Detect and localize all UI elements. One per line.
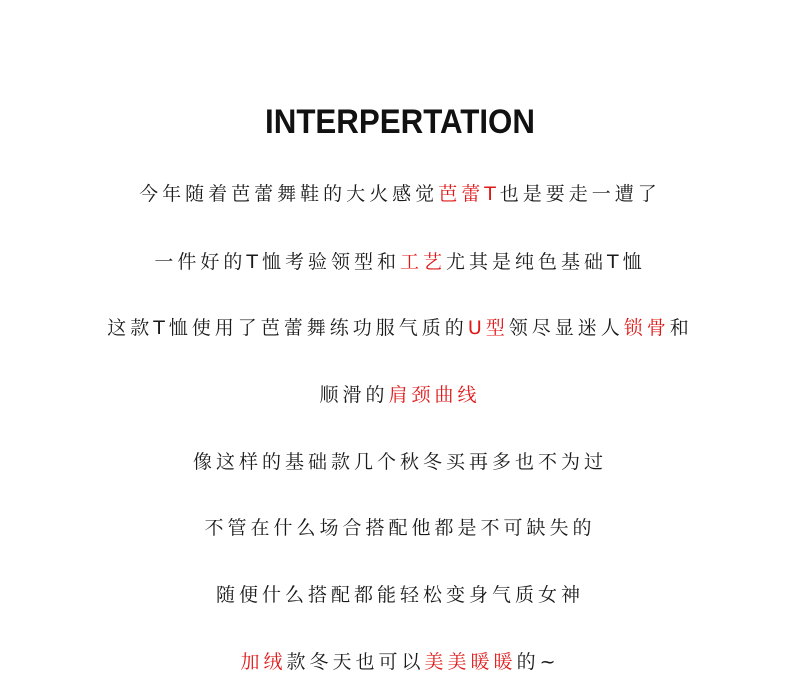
text-line-7 bbox=[0, 581, 800, 609]
line-8-segment-2: 款冬天也可以 bbox=[286, 651, 425, 673]
text-line-3 bbox=[0, 314, 800, 342]
line-2-segment-3: 尤其是纯色基础T恤 bbox=[446, 251, 646, 273]
line-8-segment-4: 的~ bbox=[516, 651, 560, 673]
text-line-8 bbox=[0, 648, 800, 676]
line-6-segment-1: 不管在什么场合搭配他都是不可缺失的 bbox=[204, 517, 596, 539]
line-1-segment-3: 也是要走一遭了 bbox=[499, 183, 661, 205]
line-1-segment-1: 今年随着芭蕾舞鞋的大火感觉 bbox=[139, 183, 439, 205]
line-8-highlight-warm: 美美暖暖 bbox=[424, 651, 517, 673]
line-4-segment-1: 顺滑的 bbox=[319, 384, 389, 406]
text-line-1 bbox=[0, 180, 800, 208]
line-3-segment-1: 这款T恤使用了芭蕾舞练功服气质的 bbox=[107, 317, 468, 339]
line-5-segment-1: 像这样的基础款几个秋冬买再多也不为过 bbox=[192, 451, 607, 473]
text-line-4 bbox=[0, 381, 800, 409]
line-3-highlight-u-neck: U型 bbox=[467, 317, 509, 339]
line-4-highlight-shoulder-neck: 肩颈曲线 bbox=[388, 384, 481, 406]
text-line-2 bbox=[0, 248, 800, 276]
text-line-6 bbox=[0, 514, 800, 542]
line-7-segment-1: 随便什么搭配都能轻松变身气质女神 bbox=[215, 584, 584, 606]
line-3-segment-3: 领尽显迷人 bbox=[508, 317, 624, 339]
text-line-5 bbox=[0, 448, 800, 476]
line-1-highlight-ballet-tee: 芭蕾T bbox=[438, 183, 500, 205]
line-2-highlight-craft: 工艺 bbox=[399, 251, 446, 273]
line-2-segment-1: 一件好的T恤考验领型和 bbox=[154, 251, 400, 273]
line-3-highlight-collarbone: 锁骨 bbox=[623, 317, 670, 339]
line-8-highlight-fleece: 加绒 bbox=[240, 651, 287, 673]
line-3-segment-5: 和 bbox=[669, 317, 693, 339]
page-title: INTERPERTATION bbox=[265, 103, 535, 141]
